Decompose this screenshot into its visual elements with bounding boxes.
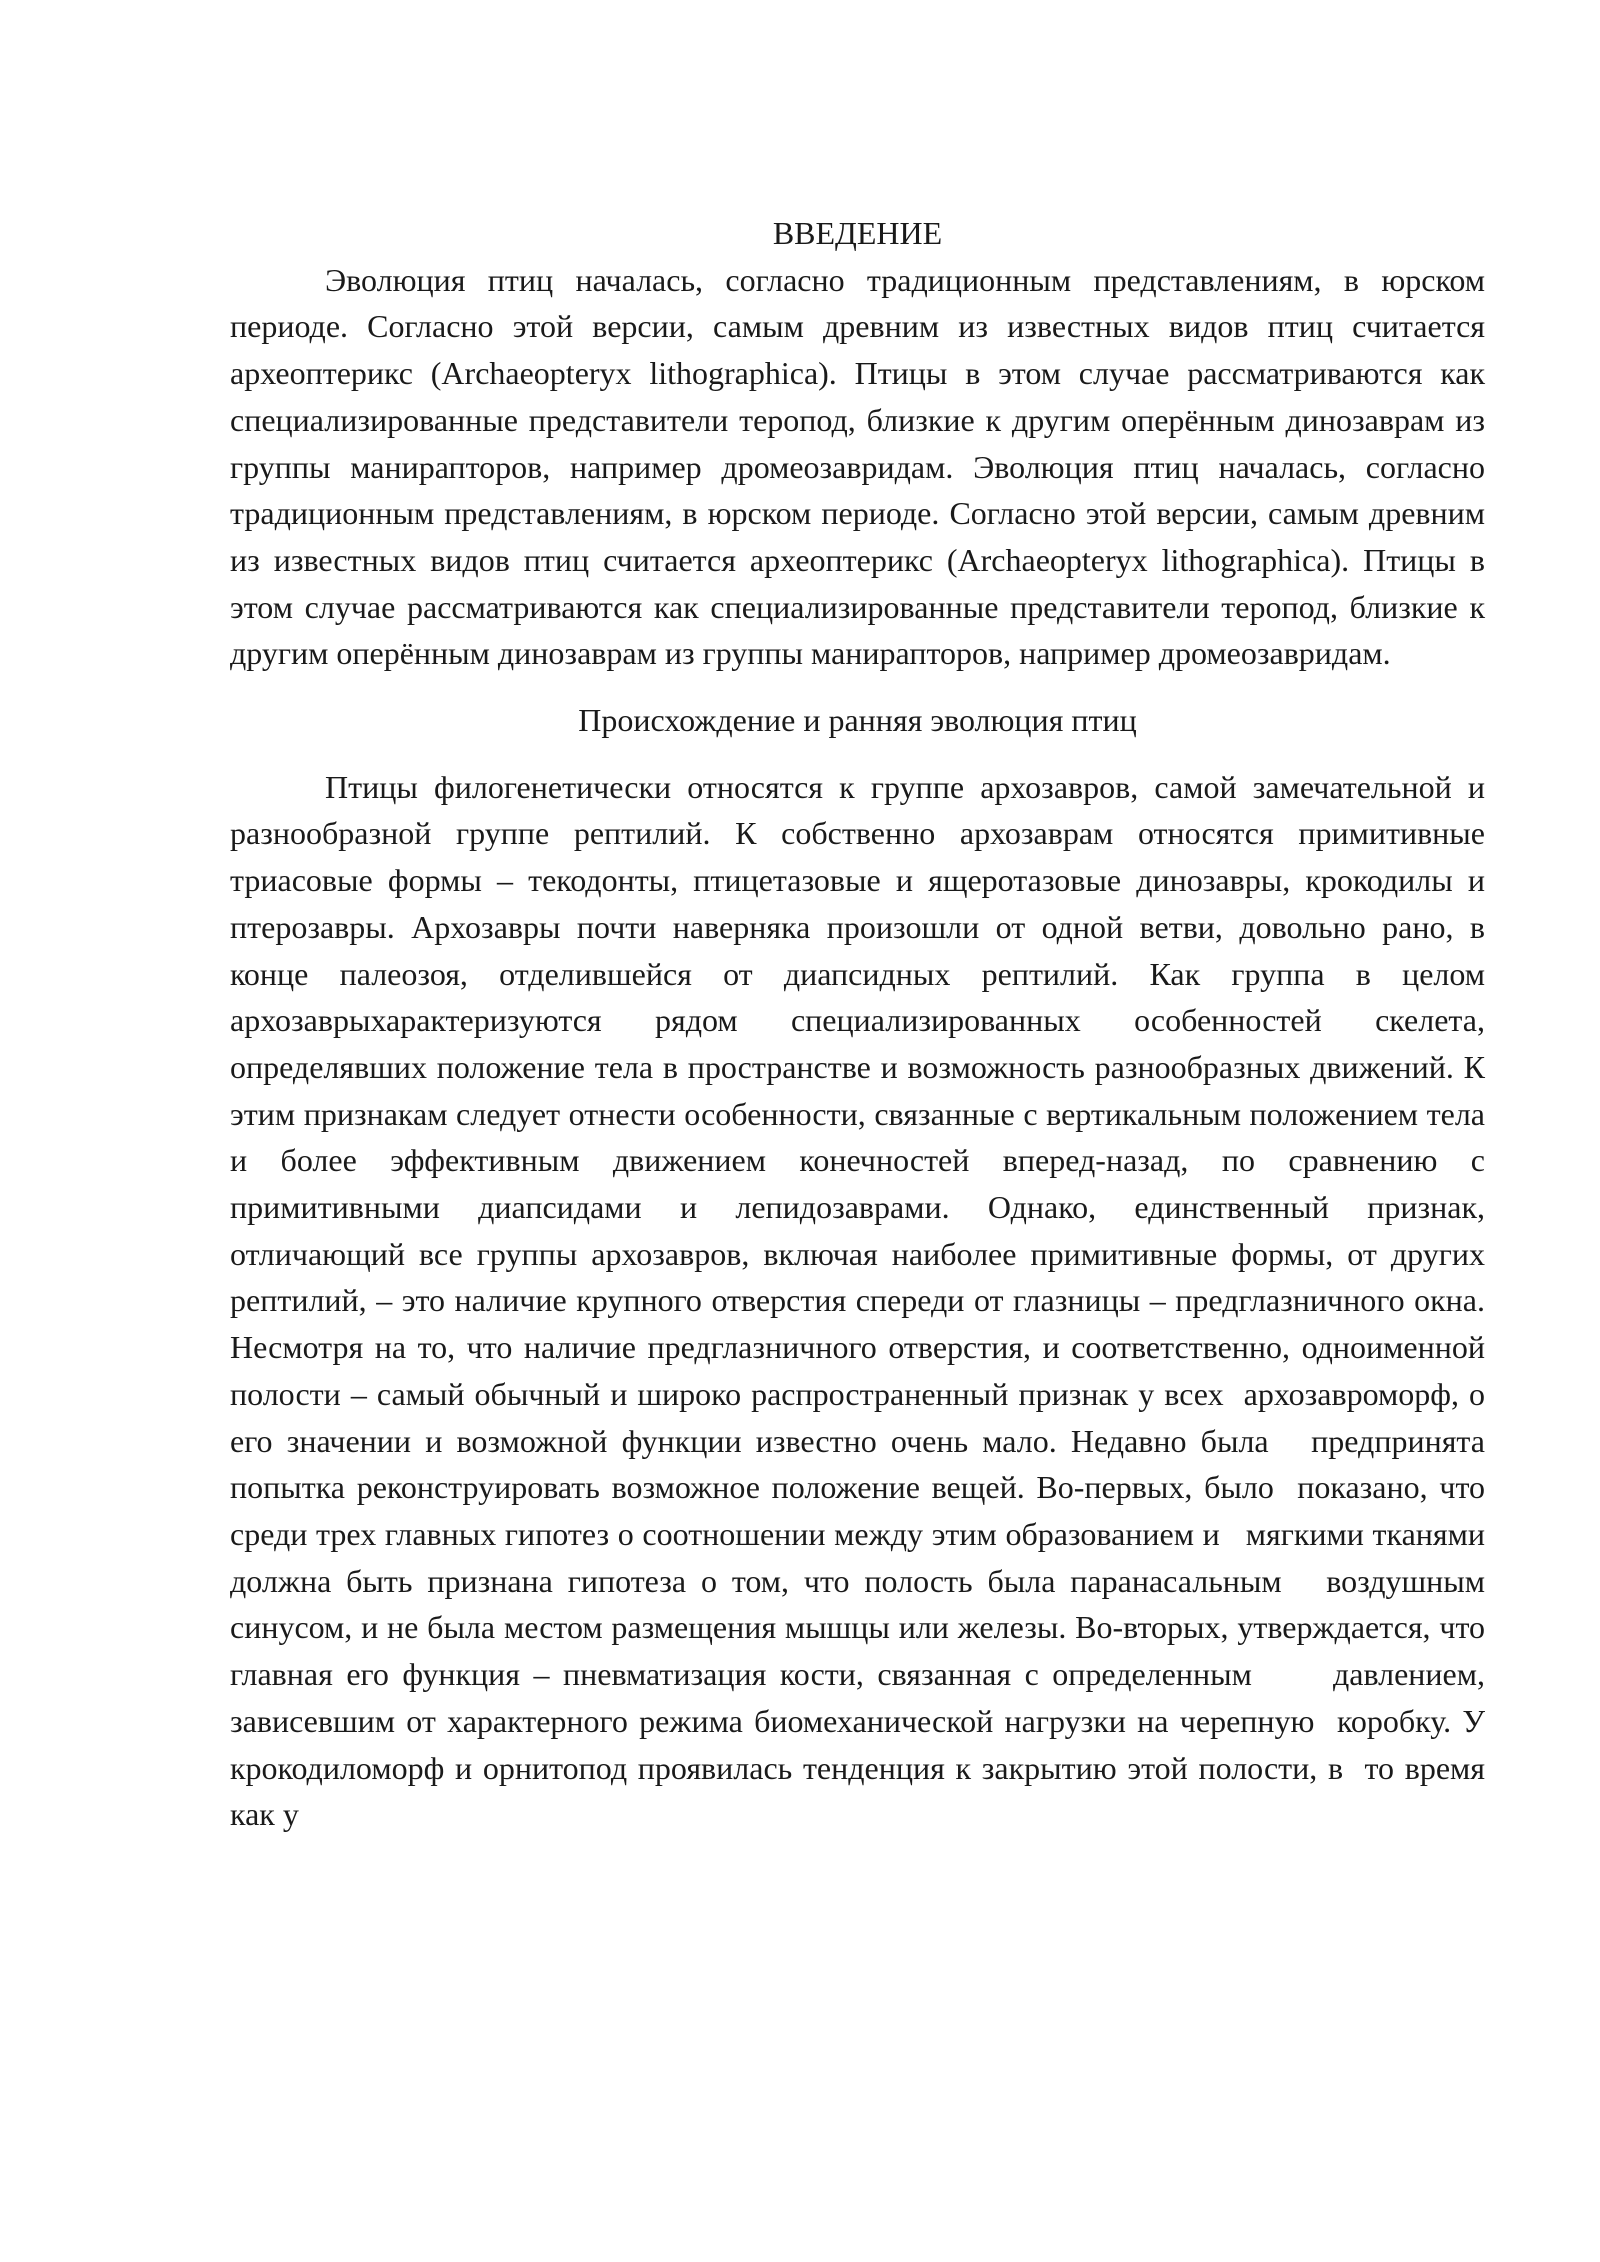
intro-heading: ВВЕДЕНИЕ <box>772 215 943 251</box>
section-heading: Происхождение и ранняя эволюция птиц <box>578 702 1137 739</box>
intro-paragraph: Эволюция птиц началась, согласно традиционным представлениям, в юрском периоде. Согласно этой версии, самым древним из известных видов птиц считается археоптерикс (Archaeopteryx lithographica). Птицы в этом случае рассматриваются как специализированные представители теропод, близкие к другим оперённым динозаврам из группы манирапторов, например дромеозавридам. Эволюция птиц началась, согласно традиционным представлениям, в юрском периоде. Согласно этой версии, самым древним из известных видов птиц считается археоптерикс (Archaeopteryx lithographica). Птицы в этом случае рассматриваются как специализированные представители теропод, близкие к другим оперённым динозаврам из группы манирапторов, например дромеозавридам. <box>230 261 1493 672</box>
document-body <box>230 210 1493 1838</box>
section-paragraph: Птицы филогенетически относятся к группе архозавров, самой замечательной и разнообразной группе рептилий. К собственно архозаврам относятся примитивные триасовые формы – текодонты, птицетазовые и ящеротазовые динозавры, крокодилы и птерозавры. Архозавры почти наверняка произошли от одной ветви, довольно рано, в конце палеозоя, отделившейся от диапсидных рептилий. Как группа в целом архозаврыхарактеризуются рядом специализированных особенностей скелета, определявших положение тела в пространстве и возможность разнообразных движений. К этим признакам следует отнести особенности, связанные с вертикальным положением тела и более эффективным движением конечностей вперед-назад, по сравнению с примитивными диапсидами и лепидозаврами. Однако, единственный признак, отличающий все группы архозавров, включая наиболее примитивные формы, от других рептилий, – это наличие крупного отверстия спереди от глазницы – предглазничного окна. Несмотря на то, что наличие предглазничного отверстия, и соответственно, одноименной полости – самый обычный и широко распространенный признак у всех архозавроморф, о его значении и возможной функции известно очень мало. Недавно была предпринята попытка реконструировать возможное положение вещей. Во-первых, было показано, что среди трех главных гипотез о соотношении между этим образованием и мягкими тканями должна быть признана гипотеза о том, что полость была паранасальным воздушным синусом, и не была местом размещения мышцы или железы. Во-вторых, утверждается, что главная его функция – пневматизация кости, связанная с определенным давлением, зависевшим от характерного режима биомеханической нагрузки на черепную коробку. У крокодиломорф и орнитопод проявилась тенденция к закрытию этой полости, в то время как у <box>230 768 1493 1833</box>
